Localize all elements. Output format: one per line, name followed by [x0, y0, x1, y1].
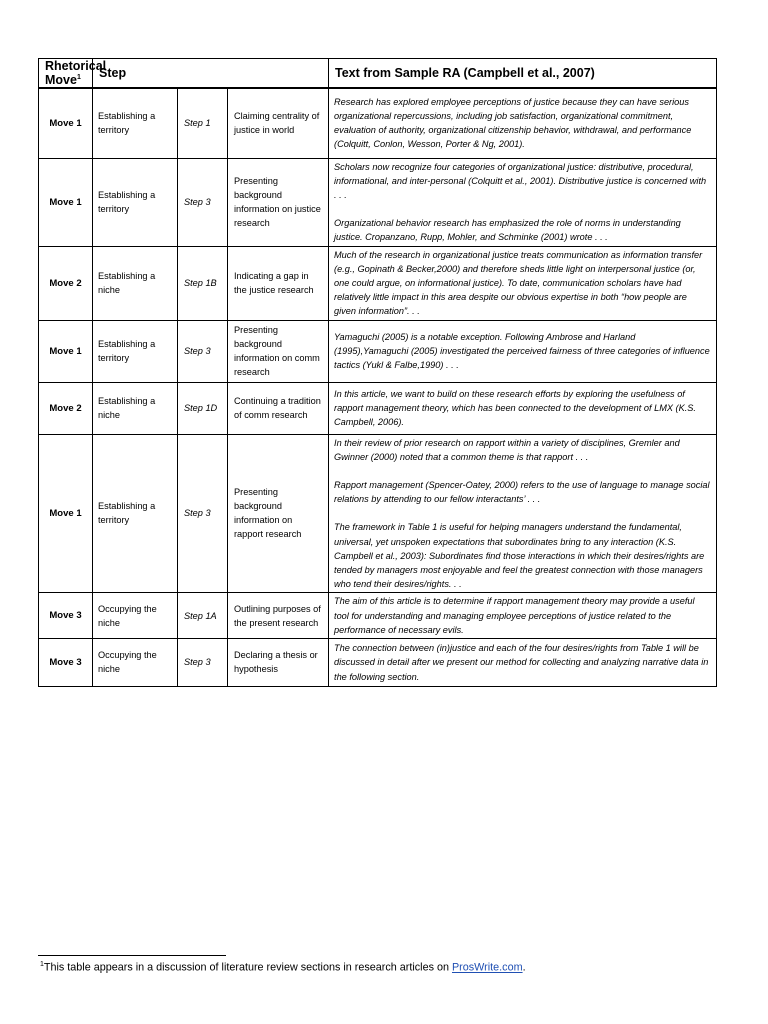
- move-description-cell: Establishing a territory: [93, 158, 178, 246]
- move-cell: Move 3: [39, 593, 93, 639]
- sample-text-paragraph: Scholars now recognize four categories of organizational justice: distributive, procedural, informational, and inter-personal (Colquitt et al., 2001). Distributive justice is concerned with . . .: [334, 161, 707, 200]
- table-row: [39, 638, 717, 686]
- sample-text-cell: [329, 382, 717, 434]
- move-description-cell: Establishing a niche: [93, 246, 178, 320]
- sample-text-cell: [329, 158, 717, 246]
- sample-text-paragraph: In this article, we want to build on these research efforts by exploring the usefulness of rapport management theory, which has been connected to the development of LMX (K.S. Campbell, 2006).: [334, 388, 696, 428]
- move-description-cell: Occupying the niche: [93, 593, 178, 639]
- sample-text-paragraph: Organizational behavior research has emphasized the role of norms in understanding justice. Cropanzano, Rupp, Mohler, and Schminke (2001) wrote . . .: [334, 218, 681, 243]
- sample-text-paragraph: Rapport management (Spencer-Oatey, 2000) refers to the use of language to manage social relations by attending to our fellow interactants’ . . .: [334, 479, 710, 505]
- move-cell: Move 1: [39, 320, 93, 382]
- footnote-text: This table appears in a discussion of literature review sections in research articles on: [43, 961, 452, 974]
- move-description-cell: Occupying the niche: [93, 638, 178, 686]
- move-cell: Move 1: [39, 88, 93, 158]
- table-header-row: [39, 59, 717, 89]
- sample-text-paragraph: The connection between (in)justice and each of the four desires/rights from Table 1 will be discussed in detail after we present our method for collecting and analyzing narrative data in the following section.: [334, 643, 709, 682]
- step-cell: Step 1: [178, 88, 228, 158]
- step-cell: Step 3: [178, 434, 228, 593]
- move-description-cell: Establishing a niche: [93, 382, 178, 434]
- move-description-cell: Establishing a territory: [93, 320, 178, 382]
- move-cell: Move 3: [39, 638, 93, 686]
- step-cell: Step 3: [178, 320, 228, 382]
- sample-text-cell: [329, 88, 717, 158]
- footnote-divider: [38, 955, 226, 956]
- table-row: [39, 158, 717, 246]
- footnote-number: 1: [40, 961, 44, 968]
- sample-text-cell: [329, 434, 717, 593]
- step-cell: Step 1B: [178, 246, 228, 320]
- step-cell: Step 1D: [178, 382, 228, 434]
- move-description-cell: Establishing a territory: [93, 88, 178, 158]
- footnote-marker: 1: [76, 73, 81, 81]
- rhetorical-moves-table: [38, 58, 717, 687]
- sample-text-cell: [329, 593, 717, 639]
- sample-text-paragraph: The aim of this article is to determine if rapport management theory may provide a useful tool for understanding and managing employee perceptions of justice related to the performance of necessary evils.: [334, 596, 695, 635]
- step-cell: Step 3: [178, 638, 228, 686]
- sample-text-paragraph: Much of the research in organizational justice treats communication as information transfer (e.g., Gopinath & Becker,2000) and therefore sheds little light on interpersonal justice (or, one could argue, on informational justice). To date, communication scholars have had relatively little impact in this area despite our obvious expertise in both “how people are given information”. . .: [334, 249, 703, 317]
- move-cell: Move 1: [39, 434, 93, 593]
- sample-text-paragraph: Yamaguchi (2005) is a notable exception. Following Ambrose and Harland (1995),Yamaguchi (2005) investigated the perceived fairness of three categories of influence tactics (Yukl & Falbe,1990) . . .: [334, 331, 710, 371]
- header-sample-text: Text from Sample RA (Campbell et al., 2007): [329, 59, 717, 89]
- sample-text-cell: [329, 638, 717, 686]
- sample-text-cell: [329, 246, 717, 320]
- step-description-cell: Claiming centrality of justice in world: [228, 88, 329, 158]
- step-cell: Step 3: [178, 158, 228, 246]
- move-cell: Move 2: [39, 382, 93, 434]
- sample-text-paragraph: Research has explored employee perceptions of justice because they can have serious organizational repercussions, including job satisfaction, organizational commitment, evaluation of authority, organizational citizenship behavior, withdrawal, and performance (Colquitt, Conlon, Wesson, Porter & Ng, 2001).: [334, 96, 692, 150]
- table-row: [39, 382, 717, 434]
- step-description-cell: Declaring a thesis or hypothesis: [228, 638, 329, 686]
- table-row: [39, 434, 717, 593]
- step-description-cell: Outlining purposes of the present research: [228, 593, 329, 639]
- footnote: $^1$This table appears in a discussion of literature review sections in research articles on ProsWrite.com.: [40, 961, 526, 974]
- step-description-cell: Presenting background information on justice research: [228, 158, 329, 246]
- table-row: [39, 593, 717, 639]
- table-row: [39, 88, 717, 158]
- move-cell: Move 2: [39, 246, 93, 320]
- header-rhetorical-move: Rhetorical Move$^1$: [39, 59, 93, 89]
- header-step: Step: [93, 59, 329, 89]
- move-description-cell: Establishing a territory: [93, 434, 178, 593]
- sample-text-paragraph: In their review of prior research on rapport within a variety of disciplines, Gremler and Gwinner (2000) noted that a common theme is that rapport . . .: [334, 437, 680, 462]
- sample-text-paragraph: The framework in Table 1 is useful for helping managers understand the fundamental, universal, yet unspoken expectations that subordinates bring to any interaction (K.S. Campbell et al., 2003): Subordinates find those interactions in which their desires/rights are tended by managers most enjoyable and feel the greatest connection with those managers who tend their desires/rights. . .: [334, 522, 705, 590]
- step-description-cell: Presenting background information on comm research: [228, 320, 329, 382]
- step-cell: Step 1A: [178, 593, 228, 639]
- step-description-cell: Indicating a gap in the justice research: [228, 246, 329, 320]
- move-cell: Move 1: [39, 158, 93, 246]
- step-description-cell: Presenting background information on rapport research: [228, 434, 329, 593]
- table-row: [39, 320, 717, 382]
- step-description-cell: Continuing a tradition of comm research: [228, 382, 329, 434]
- proswrite-link[interactable]: ProsWrite.com: [451, 961, 523, 974]
- table-row: [39, 246, 717, 320]
- sample-text-cell: [329, 320, 717, 382]
